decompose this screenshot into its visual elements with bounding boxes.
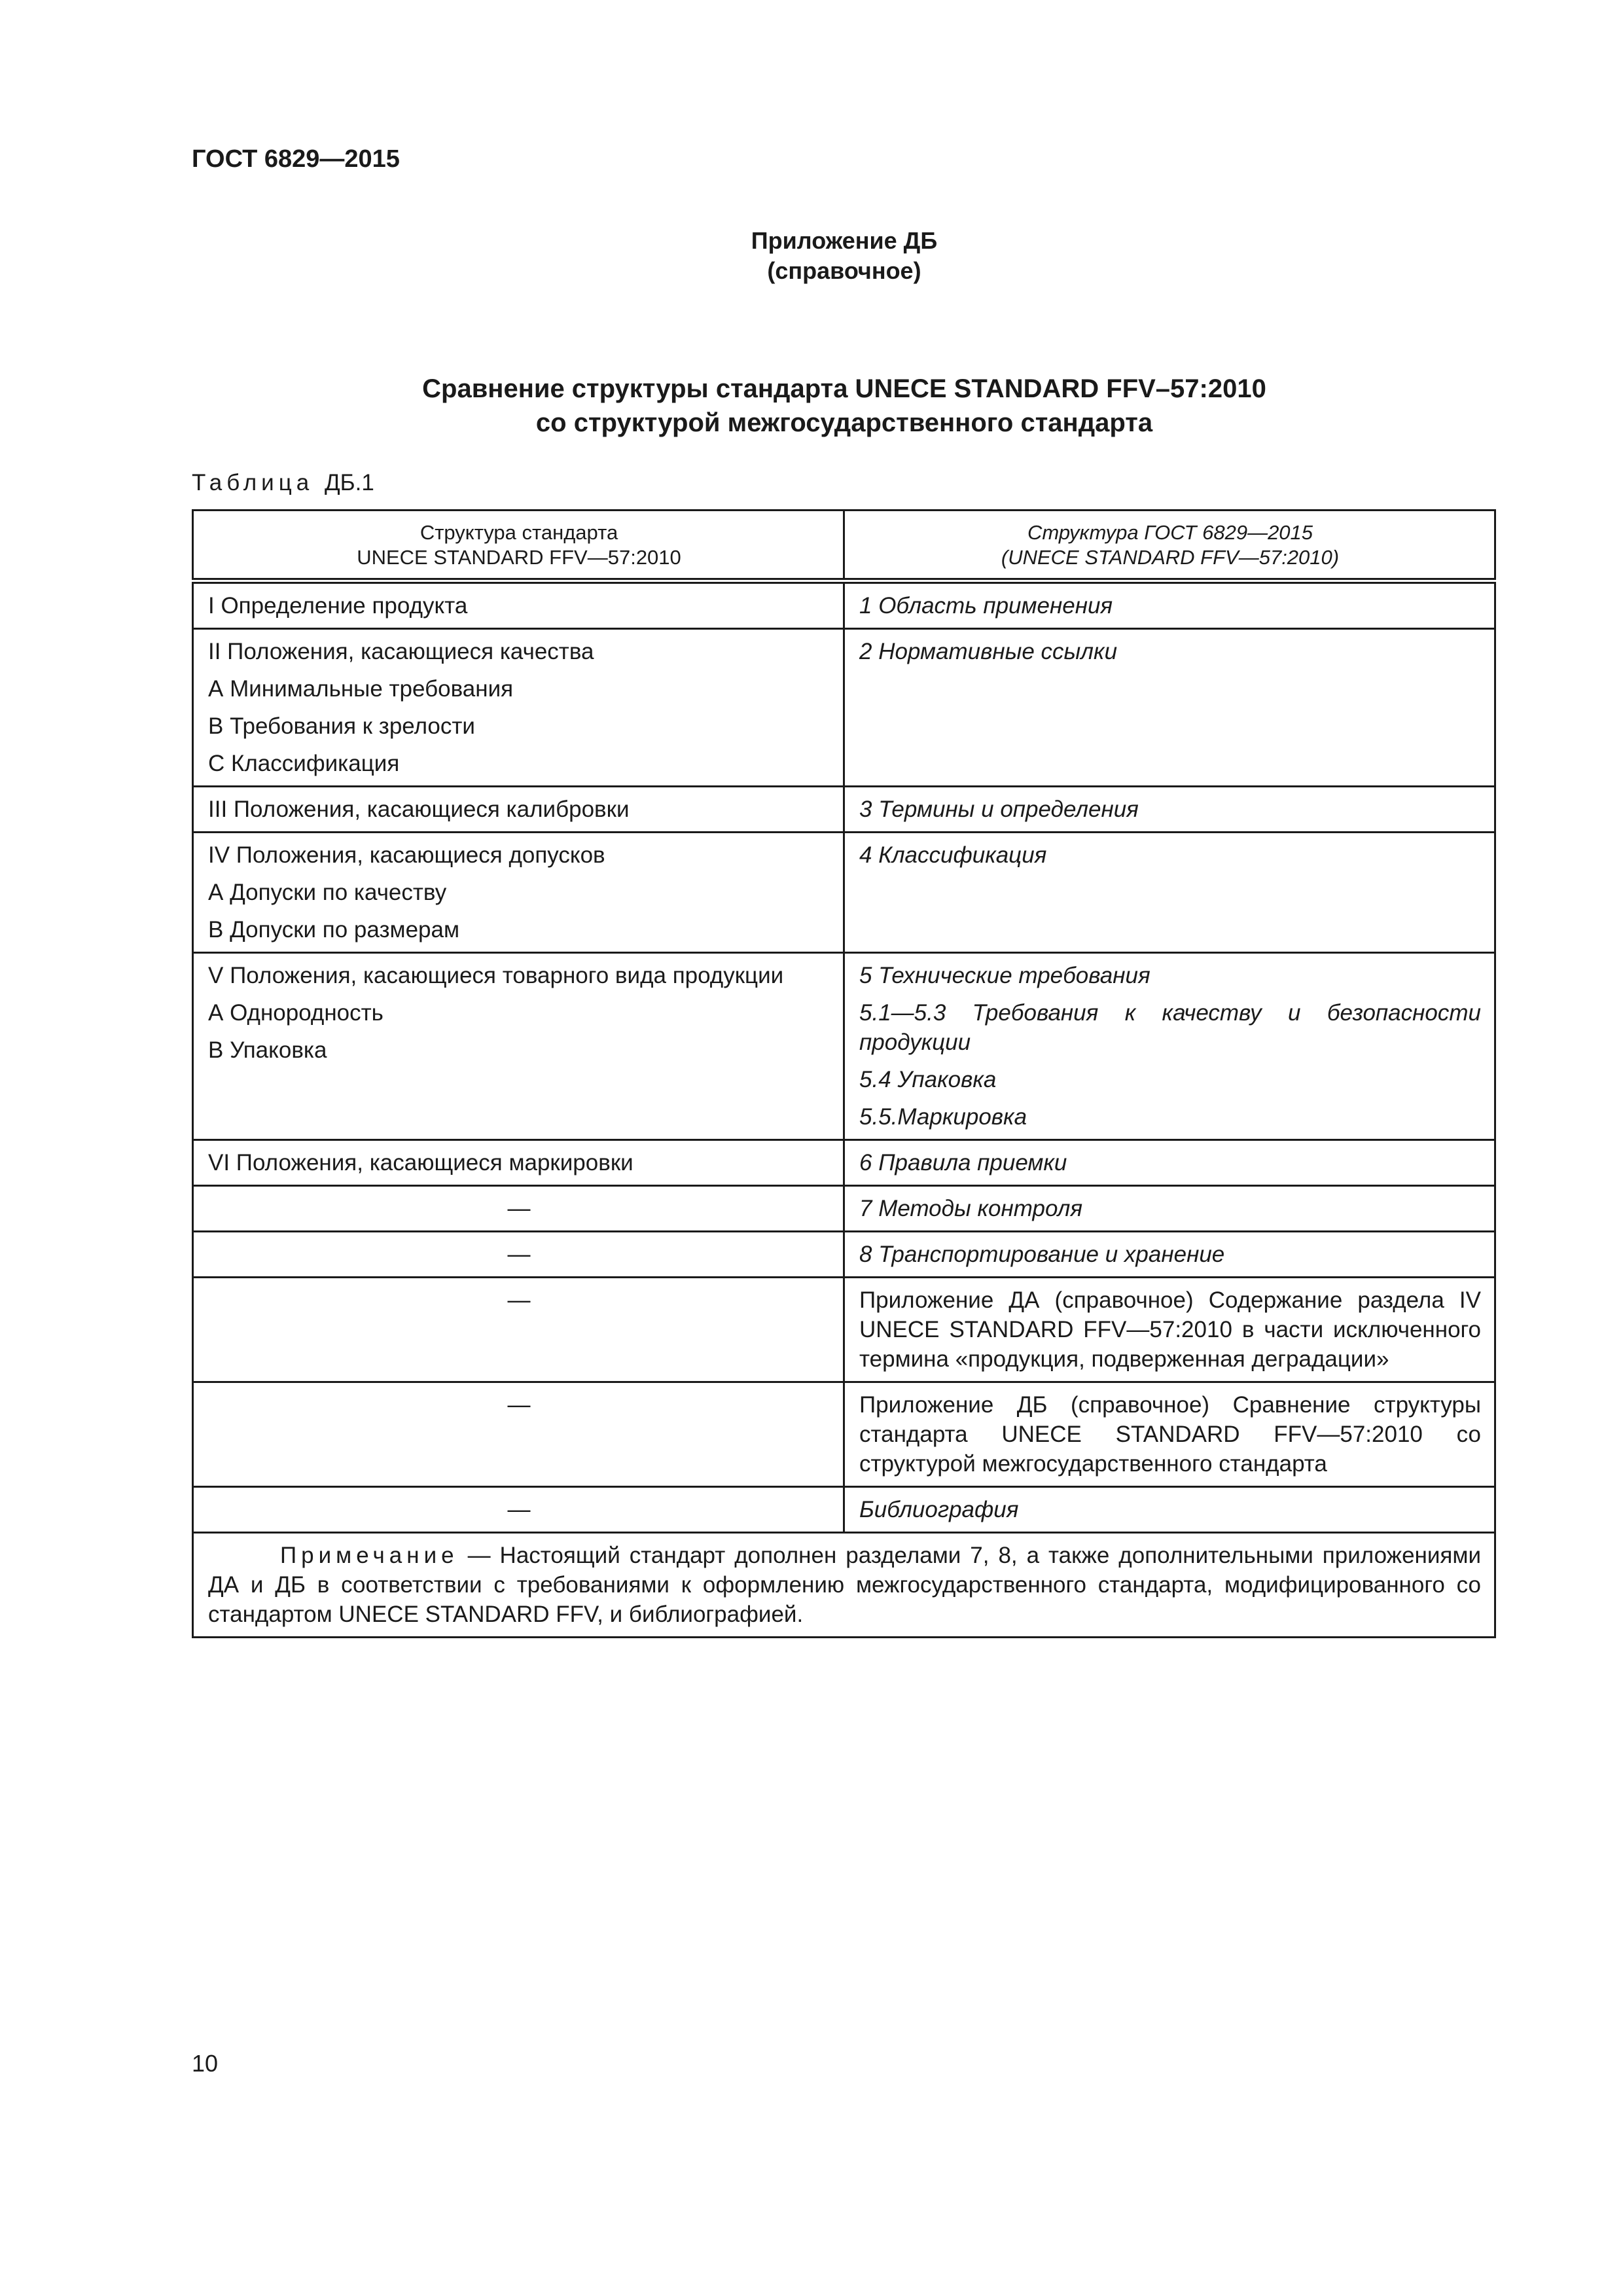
unece-section-cell [193,1140,844,1186]
table-row [193,1232,1495,1278]
cell-line: В Допуски по размерам [208,917,460,942]
document-code: ГОСТ 6829—2015 [192,145,400,173]
table-row [193,1487,1495,1533]
cell-line: Библиография [859,1497,1019,1522]
header-right-line-2: (UNECE STANDARD FFV—57:2010) [1001,546,1340,569]
unece-section-cell-empty: — [193,1232,844,1278]
note-label: Примечание [280,1543,459,1568]
table-title [262,372,1427,440]
gost-section-cell [844,1140,1495,1186]
unece-section-cell [193,581,844,629]
table-row [193,629,1495,787]
cell-line: V Положения, касающиеся товарного вида продукции [208,963,784,988]
annex-title: Приложение ДБ [751,227,938,254]
cell-line: 5.4 Упаковка [859,1067,997,1092]
cell-line: 3 Термины и определения [859,797,1139,822]
comparison-table [192,509,1496,1638]
unece-section-cell [193,787,844,833]
gost-section-cell: Приложение ДА (справочное) Содержание раздела IV UNECE STANDARD FFV—57:2010 в части исключенного термина «продукция, подверженная деградации» [844,1278,1495,1382]
gost-section-cell [844,833,1495,953]
table-label [192,470,374,496]
header-left-line-2: UNECE STANDARD FFV—57:2010 [357,546,681,569]
cell-line: I Определение продукта [208,593,468,619]
unece-section-cell [193,953,844,1140]
cell-line: 4 Классификация [859,842,1047,868]
table-label-word: Таблица [192,470,314,495]
table-note-row [193,1533,1495,1638]
cell-line: А Допуски по качеству [208,880,447,905]
gost-section-cell [844,1232,1495,1278]
page-number: 10 [192,2050,219,2077]
cell-line: II Положения, касающиеся качества [208,639,594,664]
table-header-row [193,511,1495,581]
cell-line: 1 Область применения [859,593,1113,619]
table-row [193,1140,1495,1186]
header-cell-gost-structure [844,511,1495,581]
table-title-line-2: со структурой межгосударственного стандарта [535,408,1153,437]
unece-section-cell-empty: — [193,1382,844,1487]
cell-line: С Классификация [208,751,400,776]
unece-section-cell [193,833,844,953]
cell-line: А Минимальные требования [208,676,514,702]
table-row [193,581,1495,629]
cell-line: 5 Технические требования [859,963,1150,988]
cell-line: А Однородность [208,1000,383,1026]
gost-section-cell: Приложение ДБ (справочное) Сравнение структуры стандарта UNECE STANDARD FFV—57:2010 со структурой межгосударственного стандарта [844,1382,1495,1487]
table-row [193,1382,1495,1487]
table-row [193,1186,1495,1232]
header-cell-unece-structure [193,511,844,581]
gost-section-cell [844,1487,1495,1533]
header-right-line-1: Структура ГОСТ 6829—2015 [1027,521,1313,544]
cell-line: 2 Нормативные ссылки [859,639,1118,664]
annex-heading [0,226,1623,286]
note-text: — Настоящий стандарт дополнен разделами 7, 8, а также дополнительными приложениями ДА и ДБ в соответствии с требованиями к оформлению межгосударственного стандарта, модифицированного со стандартом UNECE STANDARD FFV, и библиографией. [208,1543,1481,1627]
cell-line: 8 Транспортирование и хранение [859,1242,1225,1267]
gost-section-cell [844,629,1495,787]
gost-section-cell [844,1186,1495,1232]
table-row [193,787,1495,833]
gost-section-cell [844,787,1495,833]
cell-line: 6 Правила приемки [859,1150,1067,1175]
unece-section-cell-empty: — [193,1278,844,1382]
table-row [193,833,1495,953]
cell-line: VI Положения, касающиеся маркировки [208,1150,633,1175]
unece-section-cell [193,629,844,787]
cell-line: 7 Методы контроля [859,1196,1083,1221]
unece-section-cell-empty: — [193,1186,844,1232]
header-left-line-1: Структура стандарта [419,521,618,544]
table-title-line-1: Сравнение структуры стандарта UNECE STANDARD FFV–57:2010 [422,374,1266,403]
cell-line: 5.1—5.3 Требования к качеству и безопасности продукции [859,1000,1481,1055]
table-row [193,953,1495,1140]
table-note [193,1533,1495,1638]
gost-section-cell [844,953,1495,1140]
cell-line: III Положения, касающиеся калибровки [208,797,630,822]
annex-subtitle: (справочное) [767,257,921,284]
cell-line: 5.5.Маркировка [859,1104,1027,1130]
unece-section-cell-empty: — [193,1487,844,1533]
cell-line: В Требования к зрелости [208,713,475,739]
cell-line: В Упаковка [208,1037,327,1063]
gost-section-cell [844,581,1495,629]
table-row [193,1278,1495,1382]
cell-line: IV Положения, касающиеся допусков [208,842,605,868]
table-label-number: ДБ.1 [324,470,374,495]
